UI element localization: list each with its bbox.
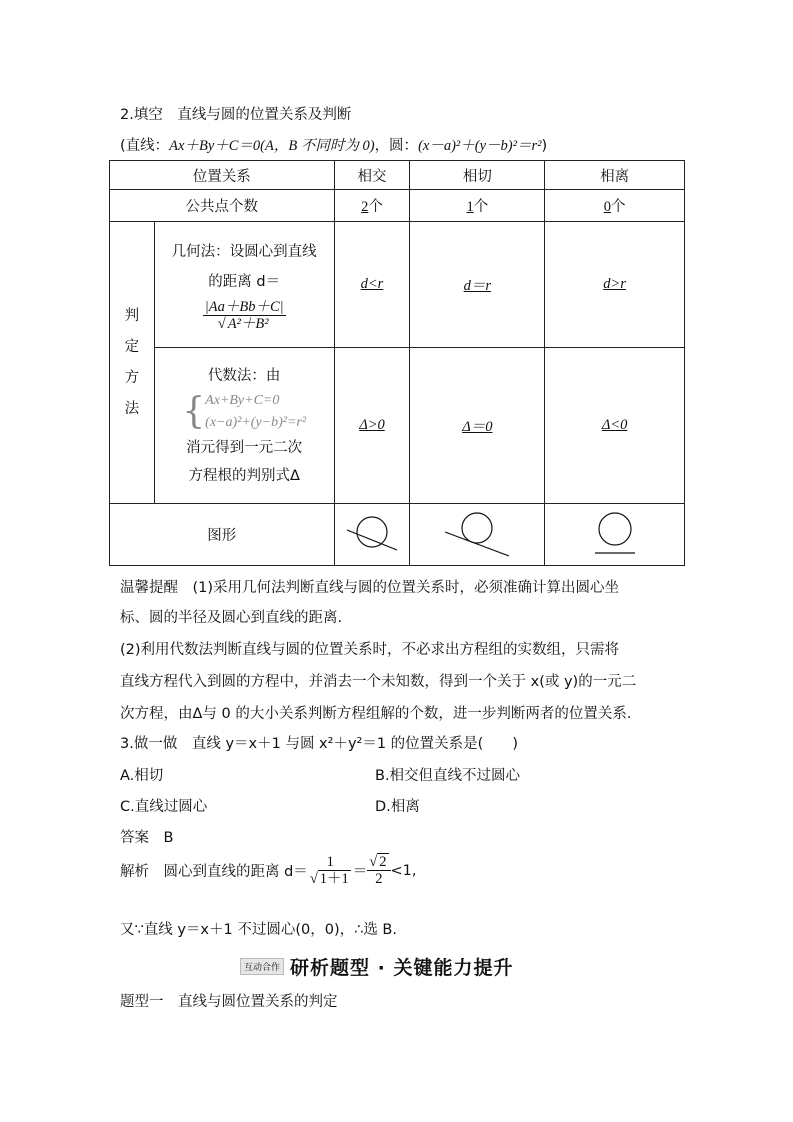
header-cell: 相交 (334, 161, 410, 190)
tip-line: (2)利用代数法判断直线与圆的位置关系时，不必求出方程组的实数组，只需将 (120, 642, 620, 658)
intersect-diagram (337, 508, 407, 558)
table-row (110, 190, 685, 222)
table-cell: Δ＝0 (410, 348, 545, 504)
topic-title: 题型一 直线与圆位置关系的判定 (120, 994, 338, 1010)
row-label: 公共点个数 (110, 190, 335, 222)
brace-icon: { (182, 390, 206, 432)
option-b: B.相交但直线不过圆心 (375, 768, 521, 784)
question: 3.做一做 直线 y＝x＋1 与圆 x²＋y²＝1 的位置关系是( ) (120, 736, 518, 752)
tip-line: 次方程，由Δ与 0 的大小关系判断方程组解的个数，进一步判断两者的位置关系. (120, 706, 632, 722)
header-cell: 位置关系 (110, 161, 335, 190)
table-row (110, 348, 685, 504)
table-cell: d<r (334, 222, 410, 348)
table-row (110, 504, 685, 566)
table-cell: Δ<0 (545, 348, 685, 504)
position-table (109, 160, 685, 566)
tip-line: 直线方程代入到圆的方程中，并消去一个未知数，得到一个关于 x(或 y)的一元二 (120, 674, 637, 690)
table-cell: 1个 (410, 190, 545, 222)
separate-diagram (575, 508, 655, 558)
header-cell: 相离 (545, 161, 685, 190)
section-banner (240, 953, 513, 980)
section-title: 2.填空 直线与圆的位置关系及判断 (120, 107, 352, 123)
table-cell: d>r (545, 222, 685, 348)
algebraic-method-cell: 代数法：由 { Ax+By+C=0 (x−a)²+(y−b)²=r² 消元得到一元二次 方程根的判别式Δ (154, 348, 334, 504)
row-label: 图形 (110, 504, 335, 566)
distance-fraction: $\frac{|Aa+Bb+C|}{\text{√ A²＋B²}}$ (204, 299, 284, 332)
tangent-diagram (437, 508, 517, 558)
table-header-row (110, 161, 685, 190)
intersect-figure (334, 504, 410, 566)
section-note: (直线：Ax＋By＋C＝0(A，B 不同时为 0)，圆：(x－a)²＋(y－b)²＝r²) (120, 138, 548, 154)
table-row (110, 222, 685, 348)
analysis-line: 又∵直线 y＝x＋1 不过圆心(0，0)，∴选 B. (120, 922, 397, 938)
analysis-fraction: $\frac{√ 2}{2}$ (367, 854, 390, 887)
geometric-method-cell: 几何法：设圆心到直线 的距离 d＝ $\frac{|Aa+Bb+C|}{\text{√ A²＋B²}}$ (154, 222, 334, 348)
analysis-fraction: $\frac{1}{√ 1+1}$ (309, 854, 349, 887)
banner-title: 研析题型 · 关键能力提升 (290, 957, 514, 979)
option-a: A.相切 (120, 768, 164, 784)
header-cell: 相切 (410, 161, 545, 190)
table-cell: d＝r (410, 222, 545, 348)
tip-line: 温馨提醒 (1)采用几何法判断直线与圆的位置关系时，必须准确计算出圆心坐 (120, 580, 620, 596)
separate-figure (545, 504, 685, 566)
banner-badge: 互动合作 (240, 958, 284, 975)
answer: 答案 B (120, 830, 174, 846)
table-cell: 0个 (545, 190, 685, 222)
option-d: D.相离 (375, 799, 420, 815)
option-c: C.直线过圆心 (120, 799, 208, 815)
tangent-figure (410, 504, 545, 566)
analysis: 解析 圆心到直线的距离 d＝ $\frac{1}{√ 1+1}$ ＝ $\frac{√ 2}{2}$ <1, (120, 854, 417, 887)
tip-line: 标、圆的半径及圆心到直线的距离. (120, 610, 343, 626)
table-cell: Δ>0 (334, 348, 410, 504)
table-cell: 2个 (334, 190, 410, 222)
method-label: 判 定 方 法 (110, 222, 155, 504)
